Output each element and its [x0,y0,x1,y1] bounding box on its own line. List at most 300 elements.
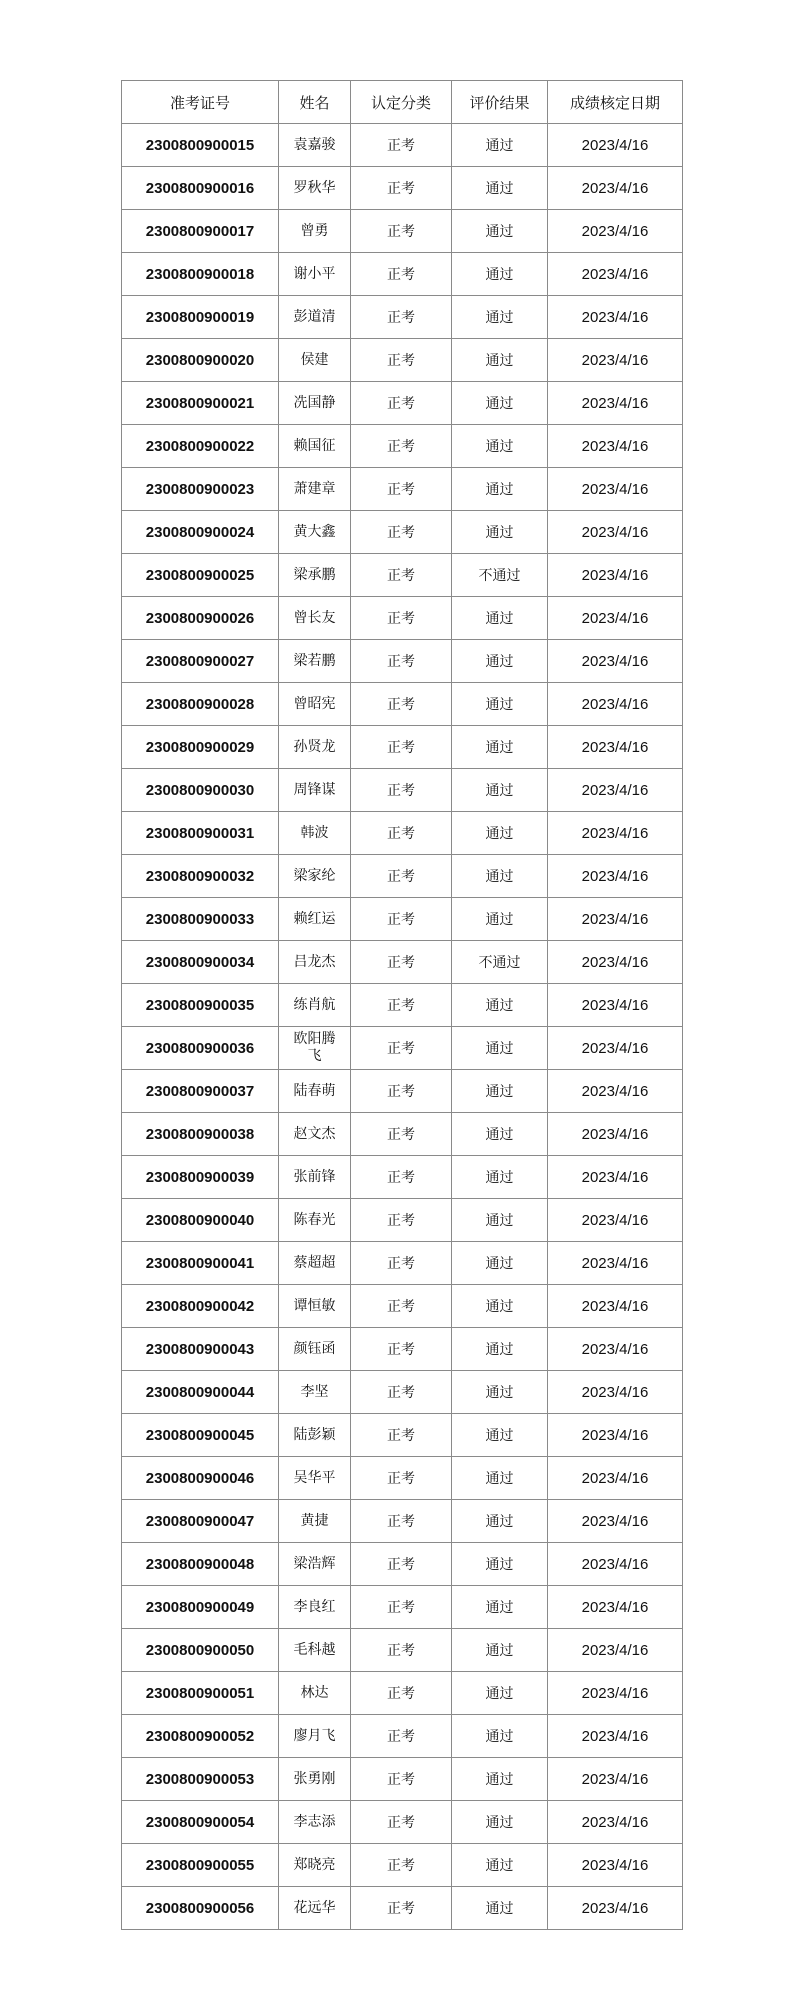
date-cell: 2023/4/16 [548,1113,683,1156]
category-cell: 正考 [351,984,452,1027]
result-cell: 通过 [452,1801,548,1844]
name-cell [279,1457,351,1500]
name-text: 曾昭宪 [293,695,336,712]
exam-id-cell: 2300800900024 [122,511,279,554]
results-table [121,80,683,1930]
date-cell: 2023/4/16 [548,167,683,210]
name-text: 练肖航 [293,996,336,1013]
exam-id-cell: 2300800900056 [122,1887,279,1930]
name-text: 袁嘉骏 [293,136,336,153]
exam-id-cell: 2300800900035 [122,984,279,1027]
name-text: 谢小平 [293,265,336,282]
name-cell [279,1715,351,1758]
name-text: 曾勇 [300,222,329,239]
category-cell: 正考 [351,640,452,683]
category-cell: 正考 [351,339,452,382]
category-cell: 正考 [351,253,452,296]
table-row [122,769,683,812]
date-cell: 2023/4/16 [548,1199,683,1242]
date-cell: 2023/4/16 [548,124,683,167]
category-cell: 正考 [351,1156,452,1199]
exam-id-cell: 2300800900042 [122,1285,279,1328]
exam-id-cell: 2300800900049 [122,1586,279,1629]
category-cell: 正考 [351,769,452,812]
name-cell [279,597,351,640]
date-cell: 2023/4/16 [548,1887,683,1930]
table-row [122,511,683,554]
result-cell: 通过 [452,339,548,382]
name-text: 赖红运 [293,910,336,927]
exam-id-cell: 2300800900043 [122,1328,279,1371]
name-cell [279,167,351,210]
exam-id-cell: 2300800900039 [122,1156,279,1199]
table-row [122,425,683,468]
result-cell: 通过 [452,425,548,468]
category-cell: 正考 [351,855,452,898]
result-cell: 通过 [452,683,548,726]
exam-id-cell: 2300800900015 [122,124,279,167]
name-text: 彭道清 [293,308,336,325]
name-text: 黄捷 [300,1512,329,1529]
table-row [122,1027,683,1070]
name-cell [279,1801,351,1844]
name-cell [279,339,351,382]
table-row [122,253,683,296]
name-cell [279,812,351,855]
name-cell [279,855,351,898]
name-cell [279,640,351,683]
name-cell [279,468,351,511]
date-cell: 2023/4/16 [548,511,683,554]
table-row [122,1758,683,1801]
category-cell: 正考 [351,1027,452,1070]
date-cell: 2023/4/16 [548,1629,683,1672]
category-cell: 正考 [351,511,452,554]
exam-id-cell: 2300800900021 [122,382,279,425]
table-row [122,1371,683,1414]
category-cell: 正考 [351,812,452,855]
exam-id-cell: 2300800900017 [122,210,279,253]
date-cell: 2023/4/16 [548,683,683,726]
table-row [122,984,683,1027]
name-text: 梁若鹏 [293,652,336,669]
exam-id-cell: 2300800900031 [122,812,279,855]
category-cell: 正考 [351,124,452,167]
result-cell: 通过 [452,1156,548,1199]
category-cell: 正考 [351,167,452,210]
name-text: 罗秋华 [293,179,336,196]
name-text: 花远华 [293,1899,336,1916]
result-cell: 不通过 [452,941,548,984]
date-cell: 2023/4/16 [548,1801,683,1844]
date-cell: 2023/4/16 [548,1156,683,1199]
result-cell: 通过 [452,1758,548,1801]
table-row [122,1500,683,1543]
result-cell: 不通过 [452,554,548,597]
table-row [122,554,683,597]
name-text: 林达 [300,1684,329,1701]
date-cell: 2023/4/16 [548,554,683,597]
result-cell: 通过 [452,511,548,554]
exam-id-cell: 2300800900050 [122,1629,279,1672]
date-cell: 2023/4/16 [548,1844,683,1887]
exam-id-cell: 2300800900051 [122,1672,279,1715]
result-cell: 通过 [452,1027,548,1070]
exam-id-cell: 2300800900023 [122,468,279,511]
exam-id-cell: 2300800900026 [122,597,279,640]
date-cell: 2023/4/16 [548,339,683,382]
name-text: 侯建 [300,351,329,368]
name-text: 陈春光 [293,1211,336,1228]
date-cell: 2023/4/16 [548,726,683,769]
table-row [122,1285,683,1328]
result-cell: 通过 [452,253,548,296]
result-cell: 通过 [452,898,548,941]
result-cell: 通过 [452,124,548,167]
result-cell: 通过 [452,167,548,210]
name-text: 毛科越 [293,1641,336,1658]
exam-id-cell: 2300800900016 [122,167,279,210]
exam-id-cell: 2300800900052 [122,1715,279,1758]
name-text: 张勇刚 [293,1770,336,1787]
date-cell: 2023/4/16 [548,769,683,812]
category-cell: 正考 [351,1672,452,1715]
name-text: 颜钰函 [293,1340,336,1357]
result-cell: 通过 [452,769,548,812]
name-cell [279,296,351,339]
name-cell [279,1887,351,1930]
result-cell: 通过 [452,1371,548,1414]
exam-id-cell: 2300800900038 [122,1113,279,1156]
category-cell: 正考 [351,1543,452,1586]
name-cell [279,1371,351,1414]
name-text: 欧阳腾飞 [293,1031,336,1064]
name-text: 吕龙杰 [293,953,336,970]
name-text: 李良红 [293,1598,336,1615]
date-cell: 2023/4/16 [548,1328,683,1371]
name-text: 陆彭颖 [293,1426,336,1443]
table-row [122,210,683,253]
table-row [122,640,683,683]
category-cell: 正考 [351,1887,452,1930]
table-row [122,382,683,425]
category-cell: 正考 [351,425,452,468]
category-cell: 正考 [351,1328,452,1371]
table-body [122,124,683,1930]
table-row [122,1586,683,1629]
table-row [122,1199,683,1242]
exam-id-cell: 2300800900045 [122,1414,279,1457]
result-cell: 通过 [452,1629,548,1672]
exam-id-cell: 2300800900033 [122,898,279,941]
table-row [122,812,683,855]
exam-id-cell: 2300800900027 [122,640,279,683]
exam-id-cell: 2300800900032 [122,855,279,898]
name-cell [279,1543,351,1586]
exam-id-cell: 2300800900041 [122,1242,279,1285]
date-cell: 2023/4/16 [548,1586,683,1629]
date-cell: 2023/4/16 [548,1457,683,1500]
name-cell [279,941,351,984]
name-text: 赵文杰 [293,1125,336,1142]
date-cell: 2023/4/16 [548,1543,683,1586]
category-cell: 正考 [351,1113,452,1156]
table-row [122,855,683,898]
date-cell: 2023/4/16 [548,1672,683,1715]
result-cell: 通过 [452,1414,548,1457]
category-cell: 正考 [351,1414,452,1457]
name-text: 李坚 [300,1383,329,1400]
name-cell [279,124,351,167]
name-cell [279,683,351,726]
name-cell [279,382,351,425]
table-row [122,468,683,511]
date-cell: 2023/4/16 [548,1758,683,1801]
table-row [122,597,683,640]
result-cell: 通过 [452,210,548,253]
exam-id-cell: 2300800900018 [122,253,279,296]
table-row [122,1629,683,1672]
date-cell: 2023/4/16 [548,1242,683,1285]
name-cell [279,1758,351,1801]
date-cell: 2023/4/16 [548,898,683,941]
table-row [122,683,683,726]
name-text: 黄大鑫 [293,523,336,540]
table-row [122,339,683,382]
date-cell: 2023/4/16 [548,597,683,640]
category-cell: 正考 [351,210,452,253]
result-cell: 通过 [452,1457,548,1500]
category-cell: 正考 [351,898,452,941]
date-cell: 2023/4/16 [548,941,683,984]
result-cell: 通过 [452,984,548,1027]
name-cell [279,1328,351,1371]
exam-id-cell: 2300800900030 [122,769,279,812]
category-cell: 正考 [351,1500,452,1543]
category-cell: 正考 [351,726,452,769]
table-row [122,898,683,941]
date-cell: 2023/4/16 [548,1371,683,1414]
category-cell: 正考 [351,1715,452,1758]
name-cell [279,1844,351,1887]
name-cell [279,511,351,554]
header-name: 姓名 [279,81,351,124]
table-row [122,296,683,339]
date-cell: 2023/4/16 [548,812,683,855]
exam-id-cell: 2300800900047 [122,1500,279,1543]
category-cell: 正考 [351,1801,452,1844]
category-cell: 正考 [351,1629,452,1672]
result-cell: 通过 [452,1070,548,1113]
name-cell [279,898,351,941]
table-row [122,1070,683,1113]
table-row [122,1457,683,1500]
date-cell: 2023/4/16 [548,1027,683,1070]
result-cell: 通过 [452,726,548,769]
table-row [122,1715,683,1758]
exam-id-cell: 2300800900046 [122,1457,279,1500]
name-cell [279,1113,351,1156]
table-row [122,1414,683,1457]
table-row [122,1801,683,1844]
category-cell: 正考 [351,1070,452,1113]
name-text: 赖国征 [293,437,336,454]
table-row [122,1242,683,1285]
name-cell [279,1242,351,1285]
result-cell: 通过 [452,382,548,425]
result-cell: 通过 [452,1500,548,1543]
table-row [122,1844,683,1887]
category-cell: 正考 [351,1199,452,1242]
name-cell [279,1629,351,1672]
result-cell: 通过 [452,1328,548,1371]
result-cell: 通过 [452,1586,548,1629]
table-row [122,1328,683,1371]
name-cell [279,1027,351,1070]
table-row [122,1887,683,1930]
header-date: 成绩核定日期 [548,81,683,124]
name-text: 吴华平 [293,1469,336,1486]
table-row [122,726,683,769]
name-cell [279,1586,351,1629]
name-cell [279,984,351,1027]
date-cell: 2023/4/16 [548,640,683,683]
exam-id-cell: 2300800900044 [122,1371,279,1414]
table-row [122,1113,683,1156]
result-cell: 通过 [452,855,548,898]
name-text: 陆春萌 [293,1082,336,1099]
category-cell: 正考 [351,1371,452,1414]
exam-id-cell: 2300800900037 [122,1070,279,1113]
table-row [122,124,683,167]
name-cell [279,769,351,812]
date-cell: 2023/4/16 [548,296,683,339]
category-cell: 正考 [351,1242,452,1285]
result-cell: 通过 [452,1113,548,1156]
header-exam-id: 准考证号 [122,81,279,124]
category-cell: 正考 [351,1285,452,1328]
result-cell: 通过 [452,1887,548,1930]
result-cell: 通过 [452,1543,548,1586]
date-cell: 2023/4/16 [548,210,683,253]
name-text: 韩波 [300,824,329,841]
result-cell: 通过 [452,812,548,855]
date-cell: 2023/4/16 [548,855,683,898]
table-row [122,1156,683,1199]
name-text: 曾长友 [293,609,336,626]
category-cell: 正考 [351,468,452,511]
table-row [122,1543,683,1586]
name-text: 周锋谋 [293,781,336,798]
exam-id-cell: 2300800900028 [122,683,279,726]
category-cell: 正考 [351,941,452,984]
category-cell: 正考 [351,683,452,726]
name-text: 梁承鹏 [293,566,336,583]
date-cell: 2023/4/16 [548,425,683,468]
result-cell: 通过 [452,1242,548,1285]
result-cell: 通过 [452,468,548,511]
date-cell: 2023/4/16 [548,382,683,425]
exam-id-cell: 2300800900048 [122,1543,279,1586]
exam-id-cell: 2300800900053 [122,1758,279,1801]
header-row [122,81,683,124]
exam-id-cell: 2300800900020 [122,339,279,382]
exam-id-cell: 2300800900054 [122,1801,279,1844]
category-cell: 正考 [351,1457,452,1500]
date-cell: 2023/4/16 [548,984,683,1027]
result-cell: 通过 [452,640,548,683]
name-cell [279,554,351,597]
exam-id-cell: 2300800900036 [122,1027,279,1070]
name-cell [279,1414,351,1457]
name-cell [279,1672,351,1715]
date-cell: 2023/4/16 [548,1070,683,1113]
name-text: 蔡超超 [293,1254,336,1271]
date-cell: 2023/4/16 [548,1285,683,1328]
name-text: 梁家纶 [293,867,336,884]
name-cell [279,1156,351,1199]
category-cell: 正考 [351,296,452,339]
date-cell: 2023/4/16 [548,468,683,511]
table-row [122,941,683,984]
exam-id-cell: 2300800900022 [122,425,279,468]
name-text: 张前锋 [293,1168,336,1185]
header-result: 评价结果 [452,81,548,124]
name-text: 李志添 [293,1813,336,1830]
category-cell: 正考 [351,382,452,425]
name-text: 廖月飞 [293,1727,336,1744]
result-cell: 通过 [452,1285,548,1328]
date-cell: 2023/4/16 [548,1500,683,1543]
name-cell [279,1285,351,1328]
result-cell: 通过 [452,1672,548,1715]
result-cell: 通过 [452,1844,548,1887]
result-cell: 通过 [452,1199,548,1242]
exam-id-cell: 2300800900025 [122,554,279,597]
exam-id-cell: 2300800900029 [122,726,279,769]
name-text: 萧建章 [293,480,336,497]
exam-id-cell: 2300800900040 [122,1199,279,1242]
name-cell [279,425,351,468]
name-cell [279,210,351,253]
name-text: 孙贤龙 [293,738,336,755]
exam-id-cell: 2300800900019 [122,296,279,339]
name-cell [279,1199,351,1242]
category-cell: 正考 [351,1586,452,1629]
table-row [122,1672,683,1715]
name-cell [279,1500,351,1543]
exam-id-cell: 2300800900055 [122,1844,279,1887]
date-cell: 2023/4/16 [548,1414,683,1457]
name-text: 梁浩辉 [293,1555,336,1572]
table-row [122,167,683,210]
name-cell [279,1070,351,1113]
name-text: 冼国静 [293,394,336,411]
result-cell: 通过 [452,1715,548,1758]
date-cell: 2023/4/16 [548,253,683,296]
name-text: 郑晓亮 [293,1856,336,1873]
result-cell: 通过 [452,296,548,339]
category-cell: 正考 [351,597,452,640]
date-cell: 2023/4/16 [548,1715,683,1758]
category-cell: 正考 [351,1844,452,1887]
category-cell: 正考 [351,1758,452,1801]
name-text: 谭恒敏 [293,1297,336,1314]
exam-id-cell: 2300800900034 [122,941,279,984]
result-cell: 通过 [452,597,548,640]
header-category: 认定分类 [351,81,452,124]
name-cell [279,726,351,769]
